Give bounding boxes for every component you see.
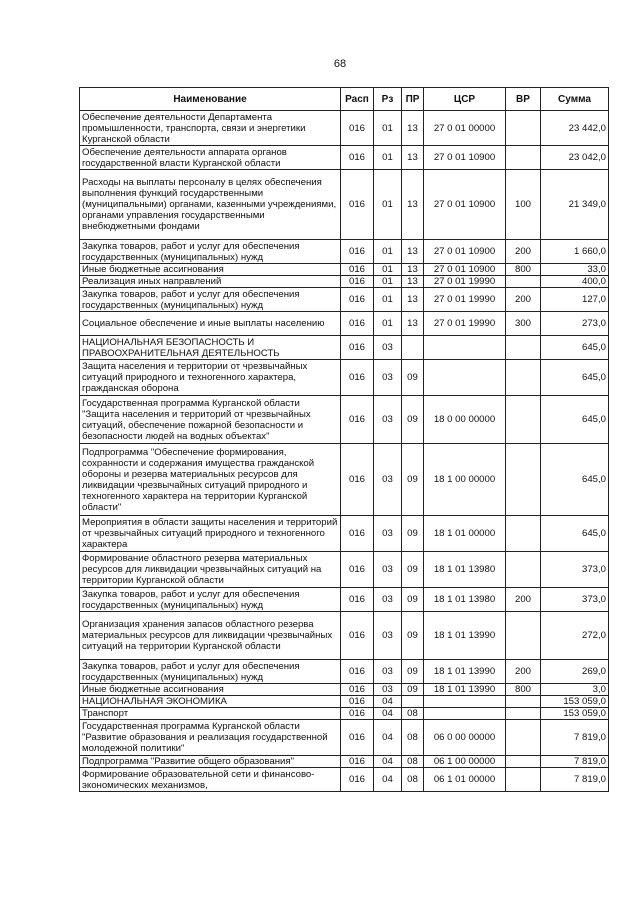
row-rz: 03 <box>374 660 402 684</box>
budget-table <box>79 87 609 792</box>
row-name: Организация хранения запасов областного резерва материальных ресурсов для ликвидации чрезвычайных ситуаций на территории Курганской области <box>80 612 341 660</box>
row-pr: 13 <box>402 240 424 264</box>
row-rasp: 016 <box>341 312 374 336</box>
row-rz: 03 <box>374 396 402 444</box>
row-sum: 21 349,0 <box>541 170 609 240</box>
row-pr: 09 <box>402 552 424 588</box>
row-rz: 03 <box>374 588 402 612</box>
row-name: Транспорт <box>80 708 341 720</box>
row-sum: 153 059,0 <box>541 708 609 720</box>
row-csr <box>424 708 506 720</box>
row-pr: 09 <box>402 444 424 516</box>
row-rz: 04 <box>374 768 402 792</box>
row-pr: 09 <box>402 396 424 444</box>
row-csr: 06 0 00 00000 <box>424 720 506 756</box>
row-csr: 27 0 01 10900 <box>424 170 506 240</box>
row-sum: 400,0 <box>541 276 609 288</box>
row-csr: 06 1 00 00000 <box>424 756 506 768</box>
row-pr: 08 <box>402 756 424 768</box>
row-pr: 13 <box>402 146 424 170</box>
row-rasp: 016 <box>341 660 374 684</box>
row-rasp: 016 <box>341 170 374 240</box>
row-csr: 27 0 01 19990 <box>424 312 506 336</box>
row-rz: 03 <box>374 612 402 660</box>
row-vr <box>506 720 541 756</box>
table-row <box>80 146 609 170</box>
row-rasp: 016 <box>341 360 374 396</box>
row-sum: 645,0 <box>541 336 609 360</box>
row-pr: 13 <box>402 288 424 312</box>
row-csr: 18 1 01 00000 <box>424 516 506 552</box>
header-rasp: Расп <box>341 88 374 111</box>
row-rasp: 016 <box>341 696 374 708</box>
row-rz: 01 <box>374 264 402 276</box>
row-rasp: 016 <box>341 111 374 146</box>
row-pr: 09 <box>402 516 424 552</box>
row-rz: 04 <box>374 708 402 720</box>
table-row <box>80 288 609 312</box>
row-vr <box>506 146 541 170</box>
header-vr: ВР <box>506 88 541 111</box>
row-name: Подпрограмма "Обеспечение формирования, сохранности и содержания имущества гражданской обороны и резерва материальных ресурсов для ликвидации чрезвычайных ситуаций природного и техногенного характера на территории Курганской области" <box>80 444 341 516</box>
row-csr: 18 1 01 13990 <box>424 684 506 696</box>
row-name: Закупка товаров, работ и услуг для обеспечения государственных (муниципальных) нужд <box>80 288 341 312</box>
table-row <box>80 588 609 612</box>
row-name: Реализация иных направлений <box>80 276 341 288</box>
table-row <box>80 612 609 660</box>
row-pr: 09 <box>402 684 424 696</box>
table-row <box>80 660 609 684</box>
row-rz: 01 <box>374 111 402 146</box>
row-vr: 200 <box>506 660 541 684</box>
row-name: Закупка товаров, работ и услуг для обеспечения государственных (муниципальных) нужд <box>80 588 341 612</box>
row-pr: 09 <box>402 360 424 396</box>
row-rasp: 016 <box>341 768 374 792</box>
row-vr <box>506 276 541 288</box>
row-rz: 01 <box>374 312 402 336</box>
row-vr <box>506 708 541 720</box>
row-sum: 7 819,0 <box>541 756 609 768</box>
row-sum: 33,0 <box>541 264 609 276</box>
row-rz: 03 <box>374 552 402 588</box>
table-row <box>80 111 609 146</box>
row-sum: 373,0 <box>541 552 609 588</box>
row-csr: 27 0 01 10900 <box>424 240 506 264</box>
row-csr: 27 0 01 19990 <box>424 276 506 288</box>
row-csr: 27 0 01 19990 <box>424 288 506 312</box>
row-name: Закупка товаров, работ и услуг для обеспечения государственных (муниципальных) нужд <box>80 240 341 264</box>
row-csr: 27 0 01 00000 <box>424 111 506 146</box>
table-row <box>80 336 609 360</box>
row-sum: 269,0 <box>541 660 609 684</box>
row-name: Мероприятия в области защиты населения и территорий от чрезвычайных ситуаций природного и техногенного характера <box>80 516 341 552</box>
row-rasp: 016 <box>341 720 374 756</box>
row-rz: 03 <box>374 360 402 396</box>
row-vr <box>506 552 541 588</box>
row-sum: 23 042,0 <box>541 146 609 170</box>
row-pr: 13 <box>402 312 424 336</box>
row-vr: 300 <box>506 312 541 336</box>
row-name: НАЦИОНАЛЬНАЯ БЕЗОПАСНОСТЬ И ПРАВООХРАНИТЕЛЬНАЯ ДЕЯТЕЛЬНОСТЬ <box>80 336 341 360</box>
row-sum: 373,0 <box>541 588 609 612</box>
table-row <box>80 240 609 264</box>
row-vr <box>506 360 541 396</box>
row-vr <box>506 768 541 792</box>
row-pr: 09 <box>402 588 424 612</box>
row-pr: 13 <box>402 264 424 276</box>
table-row <box>80 276 609 288</box>
table-row <box>80 708 609 720</box>
row-rz: 01 <box>374 288 402 312</box>
row-name: Формирование образовательной сети и финансово-экономических механизмов, <box>80 768 341 792</box>
table-body <box>80 111 609 792</box>
row-pr <box>402 336 424 360</box>
row-rz: 03 <box>374 444 402 516</box>
row-pr: 13 <box>402 170 424 240</box>
row-name: Иные бюджетные ассигнования <box>80 264 341 276</box>
row-csr: 18 0 00 00000 <box>424 396 506 444</box>
row-pr: 13 <box>402 276 424 288</box>
row-rz: 01 <box>374 170 402 240</box>
row-rasp: 016 <box>341 146 374 170</box>
table-row <box>80 720 609 756</box>
row-rz: 01 <box>374 240 402 264</box>
row-vr <box>506 396 541 444</box>
row-name: Обеспечение деятельности аппарата органов государственной власти Курганской области <box>80 146 341 170</box>
row-csr: 18 1 01 13990 <box>424 660 506 684</box>
row-name: Социальное обеспечение и иные выплаты населению <box>80 312 341 336</box>
row-rz: 01 <box>374 276 402 288</box>
row-csr: 18 1 01 13980 <box>424 552 506 588</box>
row-vr: 800 <box>506 264 541 276</box>
table-row <box>80 396 609 444</box>
row-csr: 18 1 00 00000 <box>424 444 506 516</box>
header-csr: ЦСР <box>424 88 506 111</box>
header-rz: Рз <box>374 88 402 111</box>
row-sum: 7 819,0 <box>541 768 609 792</box>
row-vr <box>506 336 541 360</box>
row-name: Обеспечение деятельности Департамента промышленности, транспорта, связи и энергетики Курганской области <box>80 111 341 146</box>
row-sum: 272,0 <box>541 612 609 660</box>
row-rz: 04 <box>374 756 402 768</box>
row-sum: 645,0 <box>541 360 609 396</box>
row-pr <box>402 696 424 708</box>
table-row <box>80 170 609 240</box>
row-csr: 18 1 01 13980 <box>424 588 506 612</box>
row-rasp: 016 <box>341 444 374 516</box>
header-sum: Сумма <box>541 88 609 111</box>
row-name: Формирование областного резерва материальных ресурсов для ликвидации чрезвычайных ситуаций на территории Курганской области <box>80 552 341 588</box>
row-vr <box>506 111 541 146</box>
row-sum: 3,0 <box>541 684 609 696</box>
row-pr: 08 <box>402 720 424 756</box>
row-sum: 7 819,0 <box>541 720 609 756</box>
page-number: 68 <box>333 58 347 70</box>
row-vr <box>506 696 541 708</box>
row-sum: 645,0 <box>541 516 609 552</box>
row-vr <box>506 444 541 516</box>
row-sum: 1 660,0 <box>541 240 609 264</box>
row-rz: 03 <box>374 516 402 552</box>
table-row <box>80 312 609 336</box>
header-pr: ПР <box>402 88 424 111</box>
row-csr: 18 1 01 13990 <box>424 612 506 660</box>
row-pr: 08 <box>402 708 424 720</box>
row-rasp: 016 <box>341 552 374 588</box>
table-row <box>80 696 609 708</box>
row-name: Закупка товаров, работ и услуг для обеспечения государственных (муниципальных) нужд <box>80 660 341 684</box>
header-name: Наименование <box>80 88 341 111</box>
row-sum: 273,0 <box>541 312 609 336</box>
row-vr: 800 <box>506 684 541 696</box>
table-row <box>80 768 609 792</box>
row-rz: 04 <box>374 720 402 756</box>
table-header <box>80 88 609 111</box>
row-sum: 645,0 <box>541 444 609 516</box>
table-row <box>80 684 609 696</box>
row-rasp: 016 <box>341 756 374 768</box>
row-rz: 04 <box>374 696 402 708</box>
table-row <box>80 516 609 552</box>
row-csr <box>424 696 506 708</box>
table-row <box>80 264 609 276</box>
row-pr: 13 <box>402 111 424 146</box>
row-rz: 03 <box>374 684 402 696</box>
row-csr <box>424 336 506 360</box>
row-rasp: 016 <box>341 336 374 360</box>
row-sum: 645,0 <box>541 396 609 444</box>
row-name: Расходы на выплаты персоналу в целях обеспечения выполнения функций государственными (муниципальными) органами, казенными учреждениями, органами управления государственными внебюджетными фондами <box>80 170 341 240</box>
row-vr <box>506 756 541 768</box>
row-name: НАЦИОНАЛЬНАЯ ЭКОНОМИКА <box>80 696 341 708</box>
row-vr: 200 <box>506 240 541 264</box>
row-rasp: 016 <box>341 612 374 660</box>
row-pr: 09 <box>402 660 424 684</box>
row-sum: 153 059,0 <box>541 696 609 708</box>
row-vr <box>506 516 541 552</box>
row-vr: 200 <box>506 588 541 612</box>
row-name: Государственная программа Курганской области "Защита населения и территорий от чрезвычайных ситуаций, обеспечение пожарной безопасности и безопасности людей на водных объектах" <box>80 396 341 444</box>
row-csr: 27 0 01 10900 <box>424 264 506 276</box>
row-name: Защита населения и территории от чрезвычайных ситуаций природного и техногенного характера, гражданская оборона <box>80 360 341 396</box>
row-vr: 200 <box>506 288 541 312</box>
row-rasp: 016 <box>341 684 374 696</box>
row-rasp: 016 <box>341 276 374 288</box>
row-csr: 27 0 01 10900 <box>424 146 506 170</box>
row-rz: 01 <box>374 146 402 170</box>
row-sum: 127,0 <box>541 288 609 312</box>
table-row <box>80 756 609 768</box>
row-rasp: 016 <box>341 516 374 552</box>
row-vr <box>506 612 541 660</box>
table-row <box>80 552 609 588</box>
row-rz: 03 <box>374 336 402 360</box>
row-name: Государственная программа Курганской области "Развитие образования и реализация государственной молодежной политики" <box>80 720 341 756</box>
row-name: Подпрограмма "Развитие общего образования" <box>80 756 341 768</box>
row-name: Иные бюджетные ассигнования <box>80 684 341 696</box>
row-rasp: 016 <box>341 396 374 444</box>
row-rasp: 016 <box>341 264 374 276</box>
row-pr: 09 <box>402 612 424 660</box>
row-sum: 23 442,0 <box>541 111 609 146</box>
row-vr: 100 <box>506 170 541 240</box>
table-row <box>80 360 609 396</box>
table-row <box>80 444 609 516</box>
row-rasp: 016 <box>341 288 374 312</box>
row-rasp: 016 <box>341 588 374 612</box>
row-csr <box>424 360 506 396</box>
row-pr: 08 <box>402 768 424 792</box>
row-rasp: 016 <box>341 240 374 264</box>
row-rasp: 016 <box>341 708 374 720</box>
row-csr: 06 1 01 00000 <box>424 768 506 792</box>
